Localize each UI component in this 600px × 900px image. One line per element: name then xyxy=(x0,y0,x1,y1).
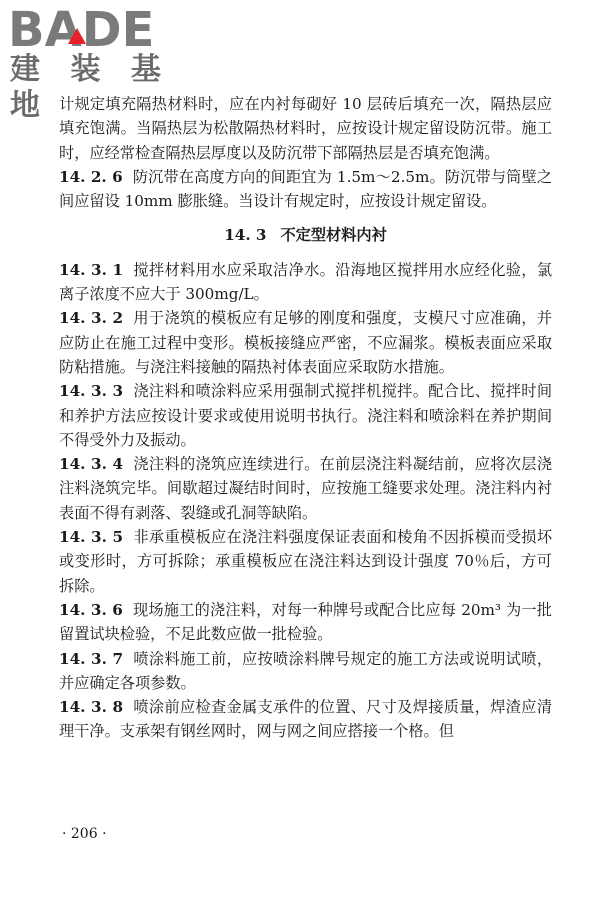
clause-text: 用于浇筑的模板应有足够的刚度和强度，支模尺寸应准确，并应防止在施工过程中变形。模板接缝应严密，不应漏浆。模板表面应采取防粘措施。与浇注料接触的隔热衬体表面应采取防水措施。 xyxy=(59,309,552,376)
clause-14-3-6 xyxy=(59,598,552,647)
section-number: 14. 3 xyxy=(224,226,267,245)
clause-text: 现场施工的浇注料，对每一种牌号或配合比应每 20m³ 为一批留置试块检验，不足此数应做一批检验。 xyxy=(59,600,552,644)
logo-brand-text: BADE xyxy=(8,2,155,58)
clause-number: 14. 3. 1 xyxy=(59,260,124,279)
paragraph-text: 计规定填充隔热材料时，应在内衬每砌好 10 层砖后填充一次，隔热层应填充饱满。当隔热层为松散隔热材料时，应按设计规定留设防沉带。施工时，应经常检查隔热层厚度以及防沉带下部隔热层是否填充饱满。 xyxy=(59,95,552,162)
logo-accent-triangle xyxy=(68,28,86,44)
clause-14-3-5 xyxy=(59,525,552,598)
clause-14-3-1 xyxy=(59,258,552,307)
clause-14-3-2 xyxy=(59,306,552,379)
clause-text: 非承重模板应在浇注料强度保证表面和棱角不因拆模而受损坏或变形时，方可拆除；承重模板应在浇注料达到设计强度 70％后，方可拆除。 xyxy=(59,528,552,595)
clause-number: 14. 3. 2 xyxy=(59,309,124,328)
clause-number: 14. 3. 8 xyxy=(59,698,124,717)
clause-number: 14. 3. 7 xyxy=(59,649,124,668)
clause-number: 14. 3. 5 xyxy=(59,528,124,547)
clause-number: 14. 2. 6 xyxy=(59,167,123,186)
clause-text: 喷涂前应检查金属支承件的位置、尺寸及焊接质量，焊渣应清理干净。支承架有钢丝网时，网与网之间应搭接一个格。但 xyxy=(59,698,552,741)
clause-14-3-7 xyxy=(59,647,552,696)
clause-text: 浇注料的浇筑应连续进行。在前层浇注料凝结前，应将次层浇注料浇筑完毕。间歇超过凝结时间时，应按施工缝要求处理。浇注料内衬表面不得有剥落、裂缝或孔洞等缺陷。 xyxy=(59,455,552,522)
clause-14-3-3 xyxy=(59,379,552,452)
clause-14-2-6 xyxy=(59,165,552,214)
page-number: · 206 · xyxy=(62,826,107,842)
document-body xyxy=(59,92,552,744)
clause-text: 喷涂料施工前，应按喷涂料牌号规定的施工方法或说明试喷，并应确定各项参数。 xyxy=(59,649,552,692)
bade-logo xyxy=(8,2,178,123)
clause-number: 14. 3. 4 xyxy=(59,455,124,474)
clause-text: 搅拌材料用水应采取洁净水。沿海地区搅拌用水应经化验，氯离子浓度不应大于 300mg/L。 xyxy=(59,260,552,304)
clause-number: 14. 3. 3 xyxy=(59,382,124,401)
paragraph-continued xyxy=(59,92,552,165)
logo-subtitle: 建 装 基 地 xyxy=(10,52,171,123)
clause-number: 14. 3. 6 xyxy=(59,600,123,619)
clause-14-3-4 xyxy=(59,452,552,525)
section-heading xyxy=(59,223,552,247)
section-title: 不定型材料内衬 xyxy=(280,226,387,245)
clause-14-3-8 xyxy=(59,695,552,744)
clause-text: 浇注料和喷涂料应采用强制式搅拌机搅拌。配合比、搅拌时间和养护方法应按设计要求或使用说明书执行。浇注料和喷涂料在养护期间不得受外力及振动。 xyxy=(59,382,552,449)
clause-text: 防沉带在高度方向的间距宜为 1.5m～2.5m。防沉带与筒壁之间应留设 10mm 膨胀缝。当设计有规定时，应按设计规定留设。 xyxy=(59,167,553,211)
